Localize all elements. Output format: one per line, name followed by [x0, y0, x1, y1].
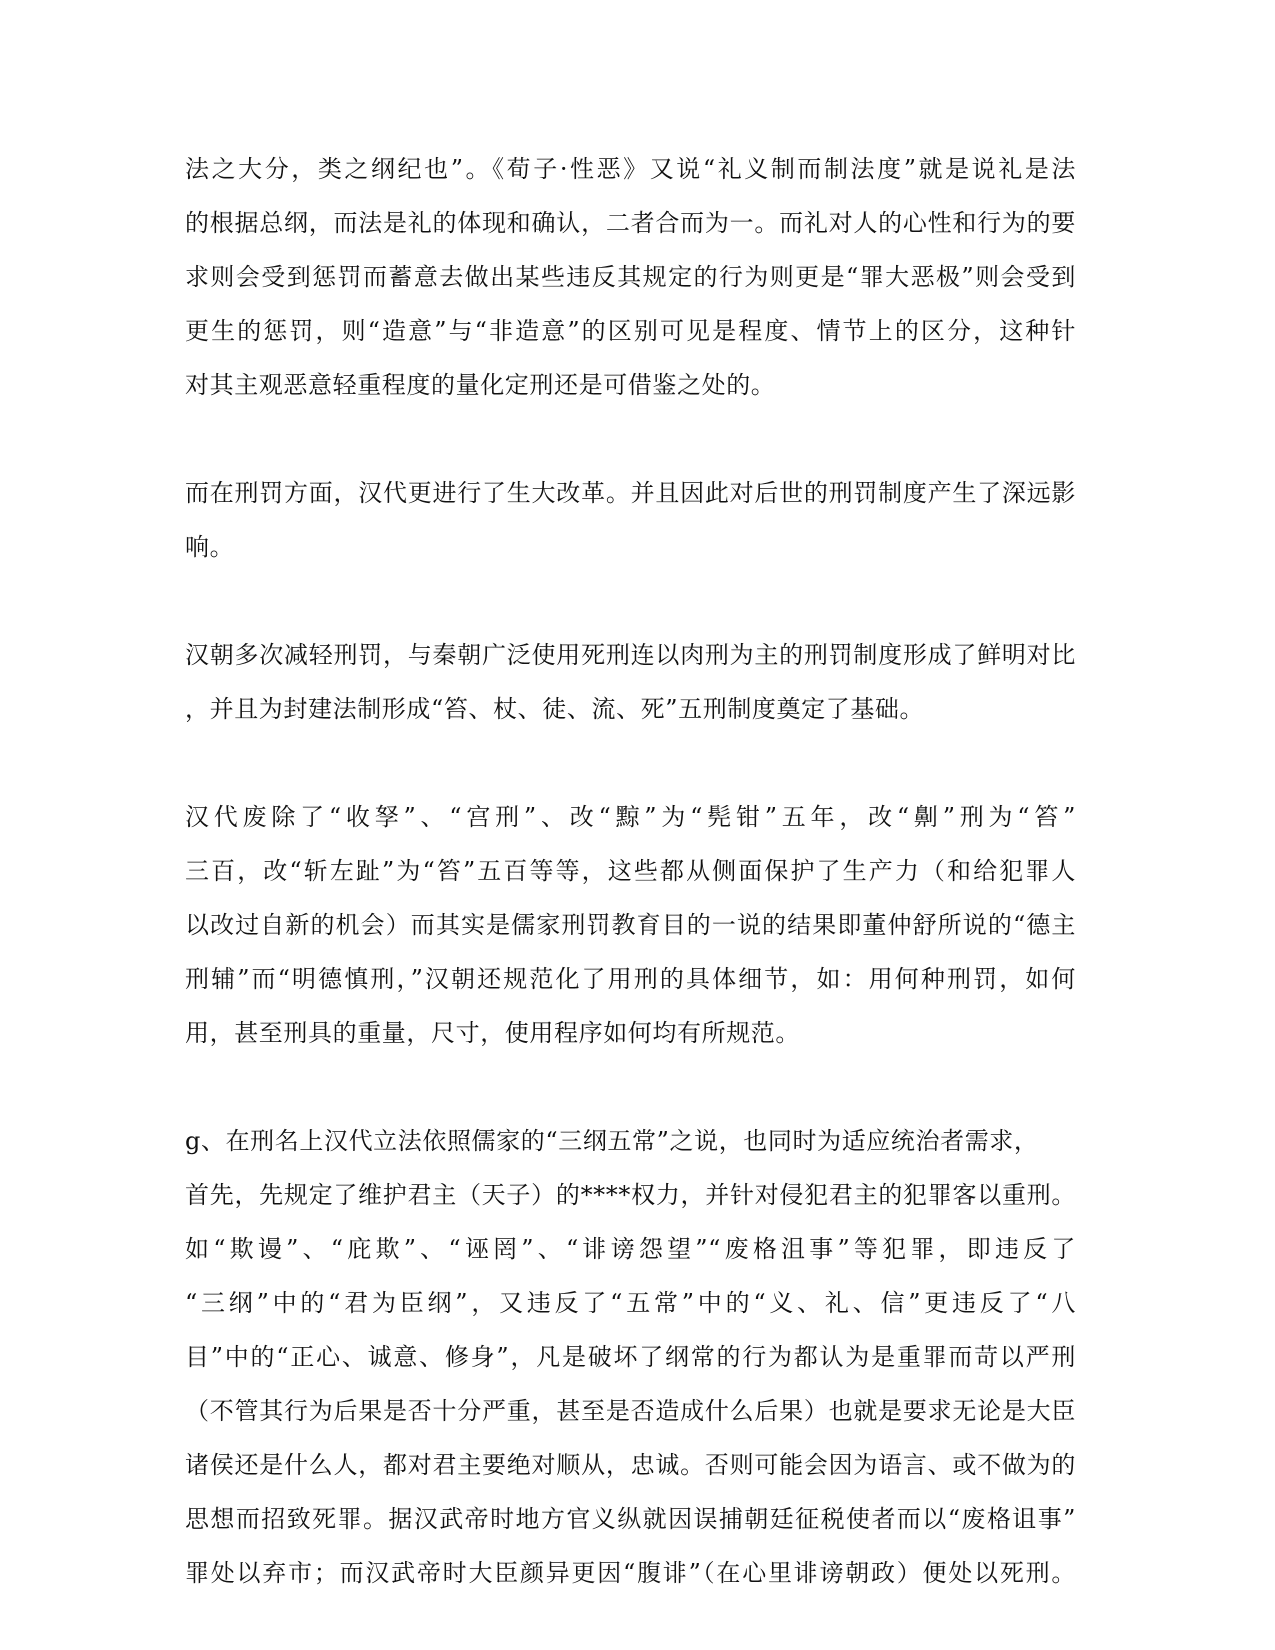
text-line: 求则会受到惩罚而蓄意去做出某些违反其规定的行为则更是“罪大恶极”则会受到 — [185, 263, 1076, 291]
text-line: 如“欺谩”、“庇欺”、“诬罔”、“诽谤怨望”“废格沮事”等犯罪，即违反了 — [185, 1235, 1076, 1263]
text-line: ，并且为封建法制形成“笞、杖、徒、流、死”五刑制度奠定了基础。 — [185, 695, 925, 723]
text-line: 对其主观恶意轻重程度的量化定刑还是可借鉴之处的。 — [185, 371, 776, 399]
text-line: 汉朝多次减轻刑罚，与秦朝广泛使用死刑连以肉刑为主的刑罚制度形成了鲜明对比 — [185, 641, 1076, 669]
text-line: 罪处以弃市；而汉武帝时大臣颜异更因“腹诽”（在心里诽谤朝政）便处以死刑。 — [185, 1559, 1076, 1587]
text-line: “三纲”中的“君为臣纲”，又违反了“五常”中的“义、礼、信”更违反了“八 — [185, 1289, 1076, 1317]
text-line: g、在刑名上汉代立法依照儒家的“三纲五常”之说，也同时为适应统治者需求， — [185, 1127, 1039, 1155]
text-line: 而在刑罚方面，汉代更进行了生大改革。并且因此对后世的刑罚制度产生了深远影 — [185, 479, 1076, 507]
text-line: 更生的惩罚，则“造意”与“非造意”的区别可见是程度、情节上的区分，这种针 — [185, 317, 1076, 345]
text-line: 以改过自新的机会）而其实是儒家刑罚教育目的一说的结果即董仲舒所说的“德主 — [185, 911, 1076, 939]
text-line: 的根据总纲，而法是礼的体现和确认，二者合而为一。而礼对人的心性和行为的要 — [185, 209, 1076, 237]
text-line: 法之大分，类之纲纪也”。《荀子·性恶》又说“礼义制而制法度”就是说礼是法 — [185, 155, 1076, 183]
text-line: （不管其行为后果是否十分严重，甚至是否造成什么后果）也就是要求无论是大臣 — [185, 1397, 1076, 1425]
text-line: 用，甚至刑具的重量，尺寸，使用程序如何均有所规范。 — [185, 1019, 800, 1047]
text-line: 思想而招致死罪。据汉武帝时地方官义纵就因误捕朝廷征税使者而以“废格诅事” — [185, 1505, 1076, 1533]
text-line: 目”中的“正心、诚意、修身”，凡是破坏了纲常的行为都认为是重罪而苛以严刑 — [185, 1343, 1076, 1371]
text-line: 刑辅”而“明德慎刑，”汉朝还规范化了用刑的具体细节，如：用何种刑罚，如何 — [185, 965, 1076, 993]
text-line: 首先，先规定了维护君主（天子）的****权力，并针对侵犯君主的犯罪客以重刑。 — [185, 1181, 1076, 1209]
text-line: 汉代废除了“收孥”、“宫刑”、改“黥”为“髡钳”五年，改“劓”刑为“笞” — [185, 803, 1076, 831]
text-line: 响。 — [185, 533, 235, 561]
text-line: 三百，改“斩左趾”为“笞”五百等等，这些都从侧面保护了生产力（和给犯罪人 — [185, 857, 1076, 885]
text-line: 诸侯还是什么人，都对君主要绝对顺从，忠诚。否则可能会因为语言、或不做为的 — [185, 1451, 1076, 1479]
